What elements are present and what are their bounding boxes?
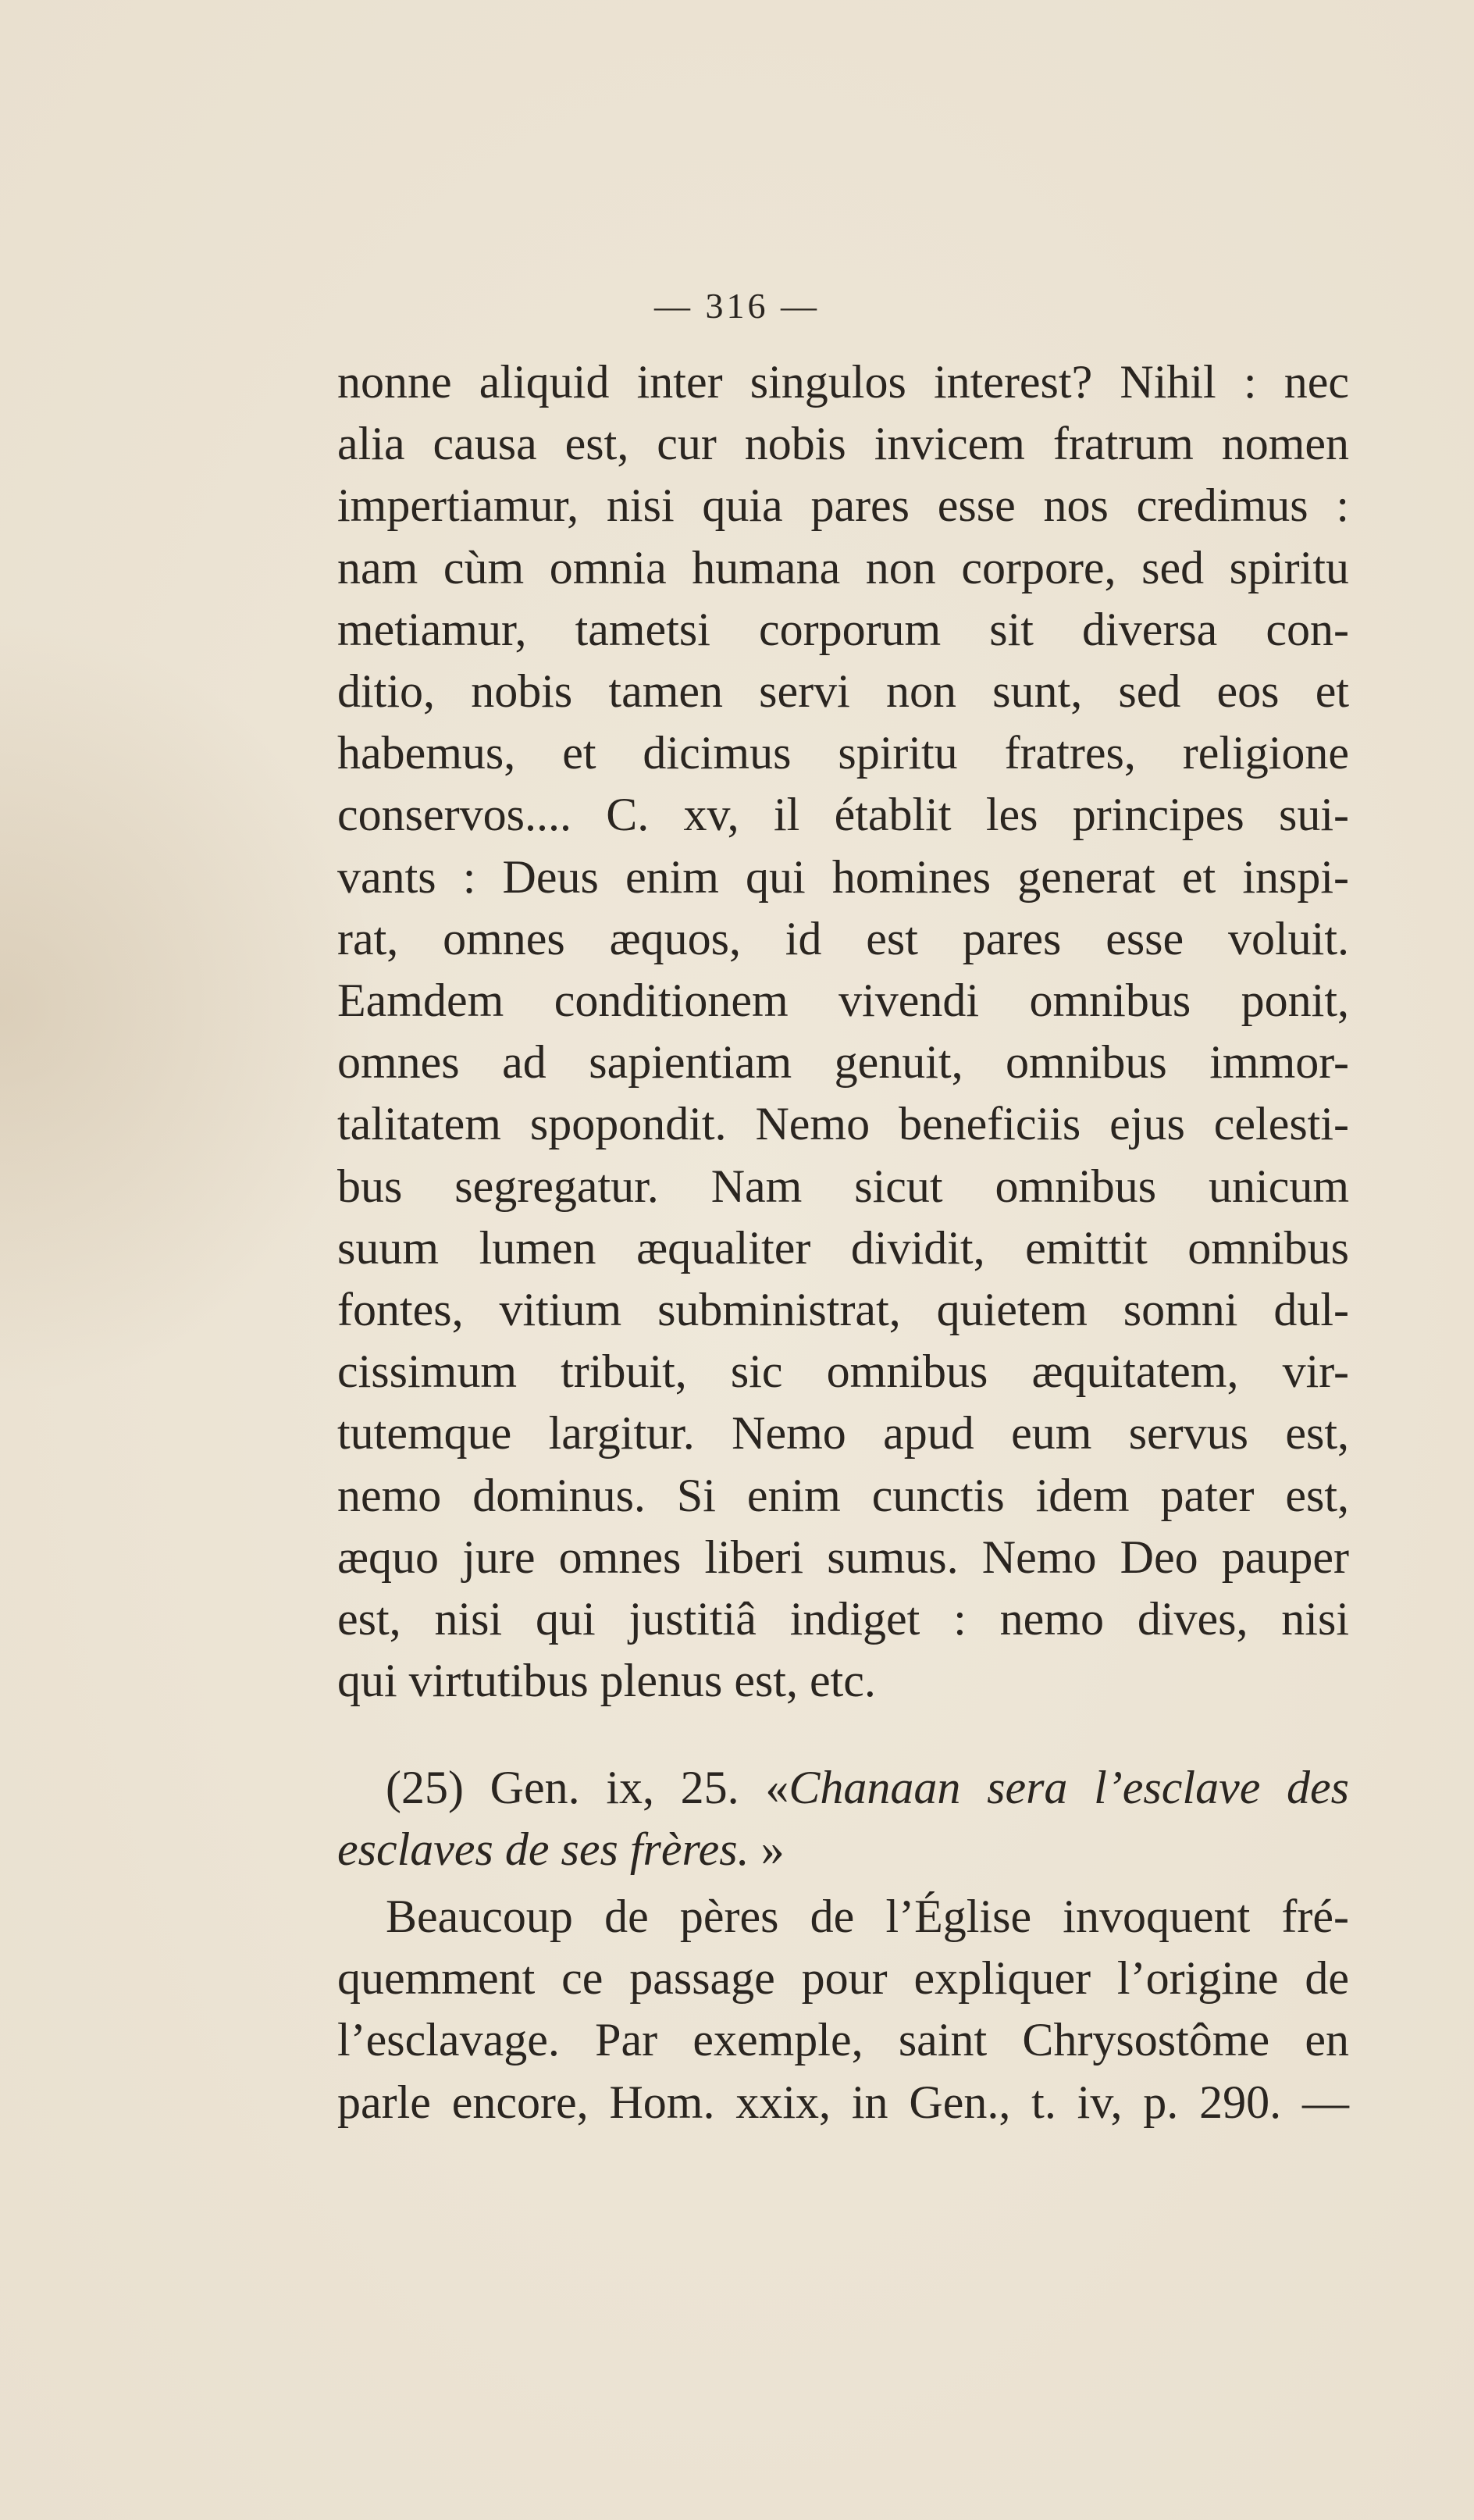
text-line: bus segregatur. Nam sicut omnibus unicum: [337, 1160, 1349, 1212]
text-line: vants : Deus enim qui homines generat et inspi-: [337, 850, 1349, 903]
text-line: habemus, et dicimus spiritu fratres, religione: [337, 727, 1349, 779]
footnote-prefix: (25) Gen. ix, 25. «: [386, 1762, 789, 1813]
text-line: fontes, vitium subministrat, quietem somni dul-: [337, 1284, 1349, 1336]
footnote-quote-part1: Chanaan sera l’esclave des: [789, 1762, 1350, 1813]
text-line: tutemque largitur. Nemo apud eum servus est,: [337, 1407, 1349, 1460]
text-line: conservos.... C. xv, il établit les principes sui-: [337, 789, 1349, 841]
paragraph-latin-quote: [337, 351, 1349, 1712]
text-line: omnes ad sapientiam genuit, omnibus immor-: [337, 1036, 1349, 1089]
text-line: ditio, nobis tamen servi non sunt, sed eos et: [337, 665, 1349, 718]
paragraph-commentary: [337, 1886, 1349, 2133]
footnote-quote-part2: esclaves de ses frères.: [337, 1823, 749, 1876]
text-line: impertiamur, nisi quia pares esse nos credimus :: [337, 479, 1349, 532]
text-line: nam cùm omnia humana non corpore, sed spiritu: [337, 541, 1349, 593]
text-line: est, nisi qui justitiâ indiget : nemo dives, nisi: [337, 1593, 1349, 1645]
footnote-suffix: »: [760, 1823, 785, 1876]
text-line: parle encore, Hom. xxix, in Gen., t. iv, p. 290. —: [337, 2076, 1349, 2128]
text-line: Eamdem conditionem vivendi omnibus ponit,: [337, 975, 1349, 1027]
page-number: — 316 —: [654, 286, 820, 326]
text-line: l’esclavage. Par exemple, saint Chrysostôme en: [337, 2014, 1349, 2066]
text-line: quemment ce passage pour expliquer l’origine de: [337, 1952, 1349, 2005]
text-line: talitatem spopondit. Nemo beneficiis ejus celesti-: [337, 1098, 1349, 1150]
text-line: æquo jure omnes liberi sumus. Nemo Deo pauper: [337, 1531, 1349, 1583]
footnote-line: [337, 1819, 1349, 1880]
text-line: suum lumen æqualiter dividit, emittit omnibus: [337, 1221, 1349, 1274]
footnote-25: [337, 1757, 1349, 1880]
text-line: cissimum tribuit, sic omnibus æquitatem, vir-: [337, 1346, 1349, 1398]
text-line: alia causa est, cur nobis invicem fratrum nomen: [337, 418, 1349, 470]
text-line: qui virtutibus plenus est, etc.: [337, 1655, 876, 1707]
text-line: nonne aliquid inter singulos interest? Nihil : nec: [337, 356, 1349, 408]
text-line: metiamur, tametsi corporum sit diversa con-: [337, 603, 1349, 655]
text-line: nemo dominus. Si enim cunctis idem pater est,: [337, 1469, 1349, 1521]
text-line: rat, omnes æquos, id est pares esse voluit.: [337, 912, 1349, 964]
text-line: Beaucoup de pères de l’Église invoquent fré-: [386, 1891, 1349, 1942]
footnote-line: [337, 1757, 1349, 1819]
